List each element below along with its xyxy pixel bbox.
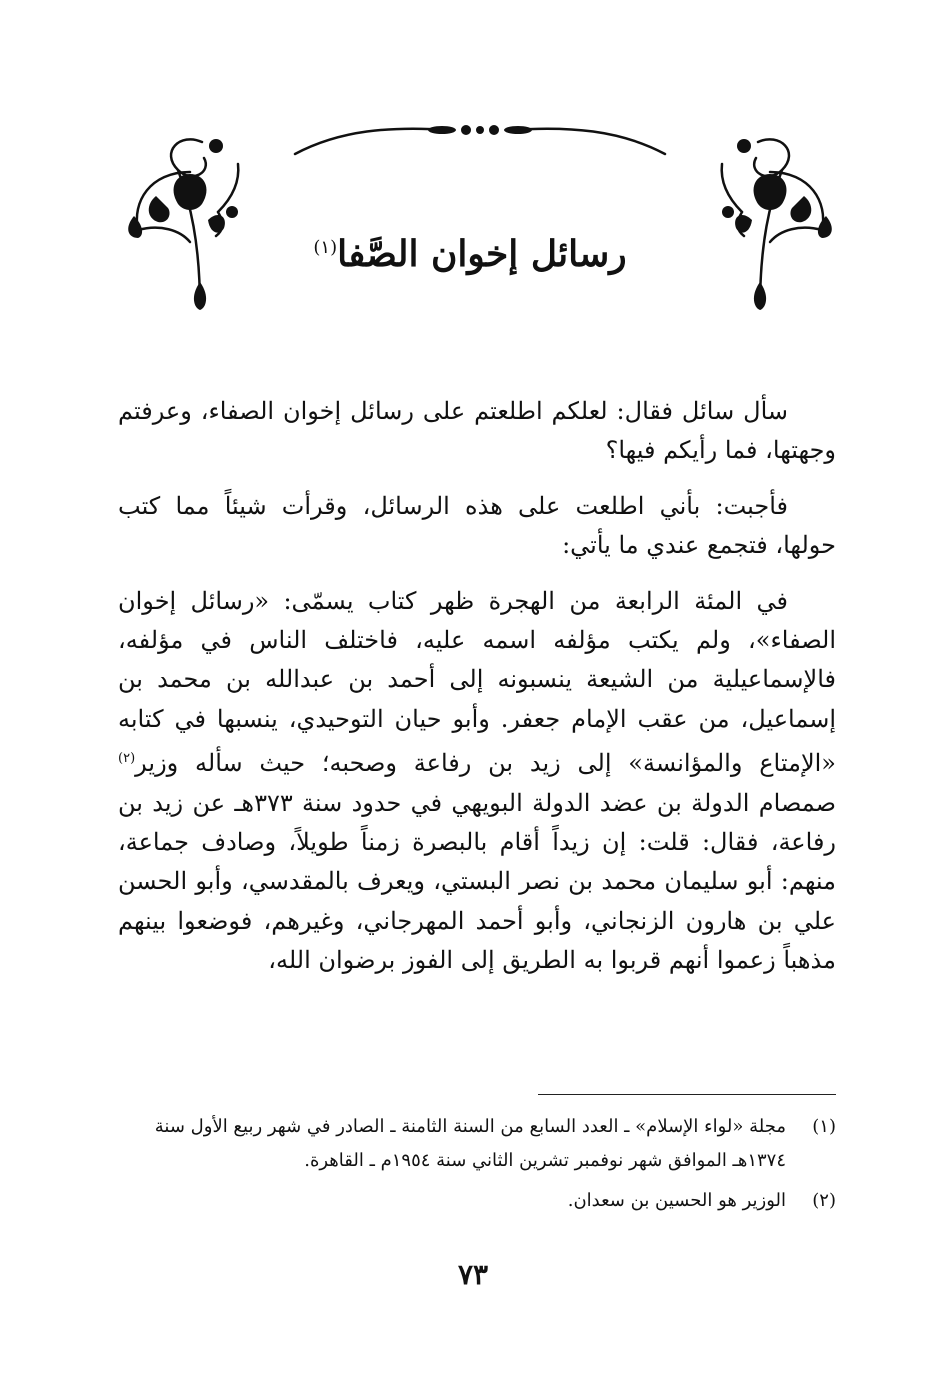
footnote-2-number: (٢) [812, 1190, 836, 1211]
footnote-2 [118, 1184, 836, 1218]
chapter-title-text: رسائل إخوان الصَّفا [337, 233, 627, 275]
footnote-2-text: الوزير هو الحسين بن سعدان. [567, 1190, 786, 1211]
footnote-1-text: مجلة «لواء الإسلام» ـ العدد السابع من السنة الثامنة ـ الصادر في شهر ربيع الأول سنة ١٣٧٤هـ الموافق شهر نوفمبر تشرين الثاني سنة ١٩٥٤م ـ القاهرة. [154, 1116, 786, 1171]
paragraph-history-part-2: صمصام الدولة بن عضد الدولة البويهي في حدود سنة ٣٧٣هـ عن زيد بن رفاعة، فقال: قلت: إن زيداً أقام بالبصرة زمناً طويلاً، وصادف جماعة، منهم: أبو سليمان محمد بن نصر البستي، ويعرف بالمقدسي، وأبو الحسن علي بن هارون الزنجاني، وأبو أحمد المهرجاني، وغيرهم، فوضعوا بينهم مذهباً زعموا أنهم قربوا به الطريق إلى الفوز برضوان الله، [118, 788, 837, 975]
body-text [118, 392, 836, 997]
paragraph-answer: فأجبت: بأني اطلعت على هذه الرسائل، وقرأت شيئاً مما كتب حولها، فتجمع عندي ما يأتي: [118, 491, 836, 560]
footnote-1-number: (١) [812, 1116, 836, 1137]
footnote-marker-2: (٢) [118, 751, 136, 767]
page-number: ٧٣ [457, 1258, 489, 1291]
top-arc-right [510, 129, 665, 154]
footnotes [118, 1110, 836, 1224]
paragraph-question: سأل سائل فقال: لعلكم اطلعتم على رسائل إخوان الصفاء، وعرفتم وجهتها، فما رأيكم فيها؟ [118, 397, 836, 465]
chapter-title [300, 220, 640, 282]
footnote-1 [118, 1110, 836, 1178]
title-frame-ornament [120, 112, 840, 322]
top-arc-left [295, 129, 450, 154]
paragraph-history-part-1: في المئة الرابعة من الهجرة ظهر كتاب يسمّى: «رسائل إخوان الصفاء»، ولم يكتب مؤلفه اسمه عليه، فاختلف الناس في مؤلفه، فالإسماعيلية من الشيعة ينسبونه إلى أحمد بن عبدالله بن محمد بن إسماعيل، من عقب الإمام جعفر. وأبو حيان التوحيدي، ينسبها في كتابه «الإمتاع والمؤانسة» إلى زيد بن رفاعة وصحبه؛ حيث سأله وزير [118, 586, 837, 778]
title-footnote-marker: (١) [313, 237, 338, 258]
footnote-separator [538, 1094, 836, 1095]
paragraph-history [118, 582, 836, 981]
